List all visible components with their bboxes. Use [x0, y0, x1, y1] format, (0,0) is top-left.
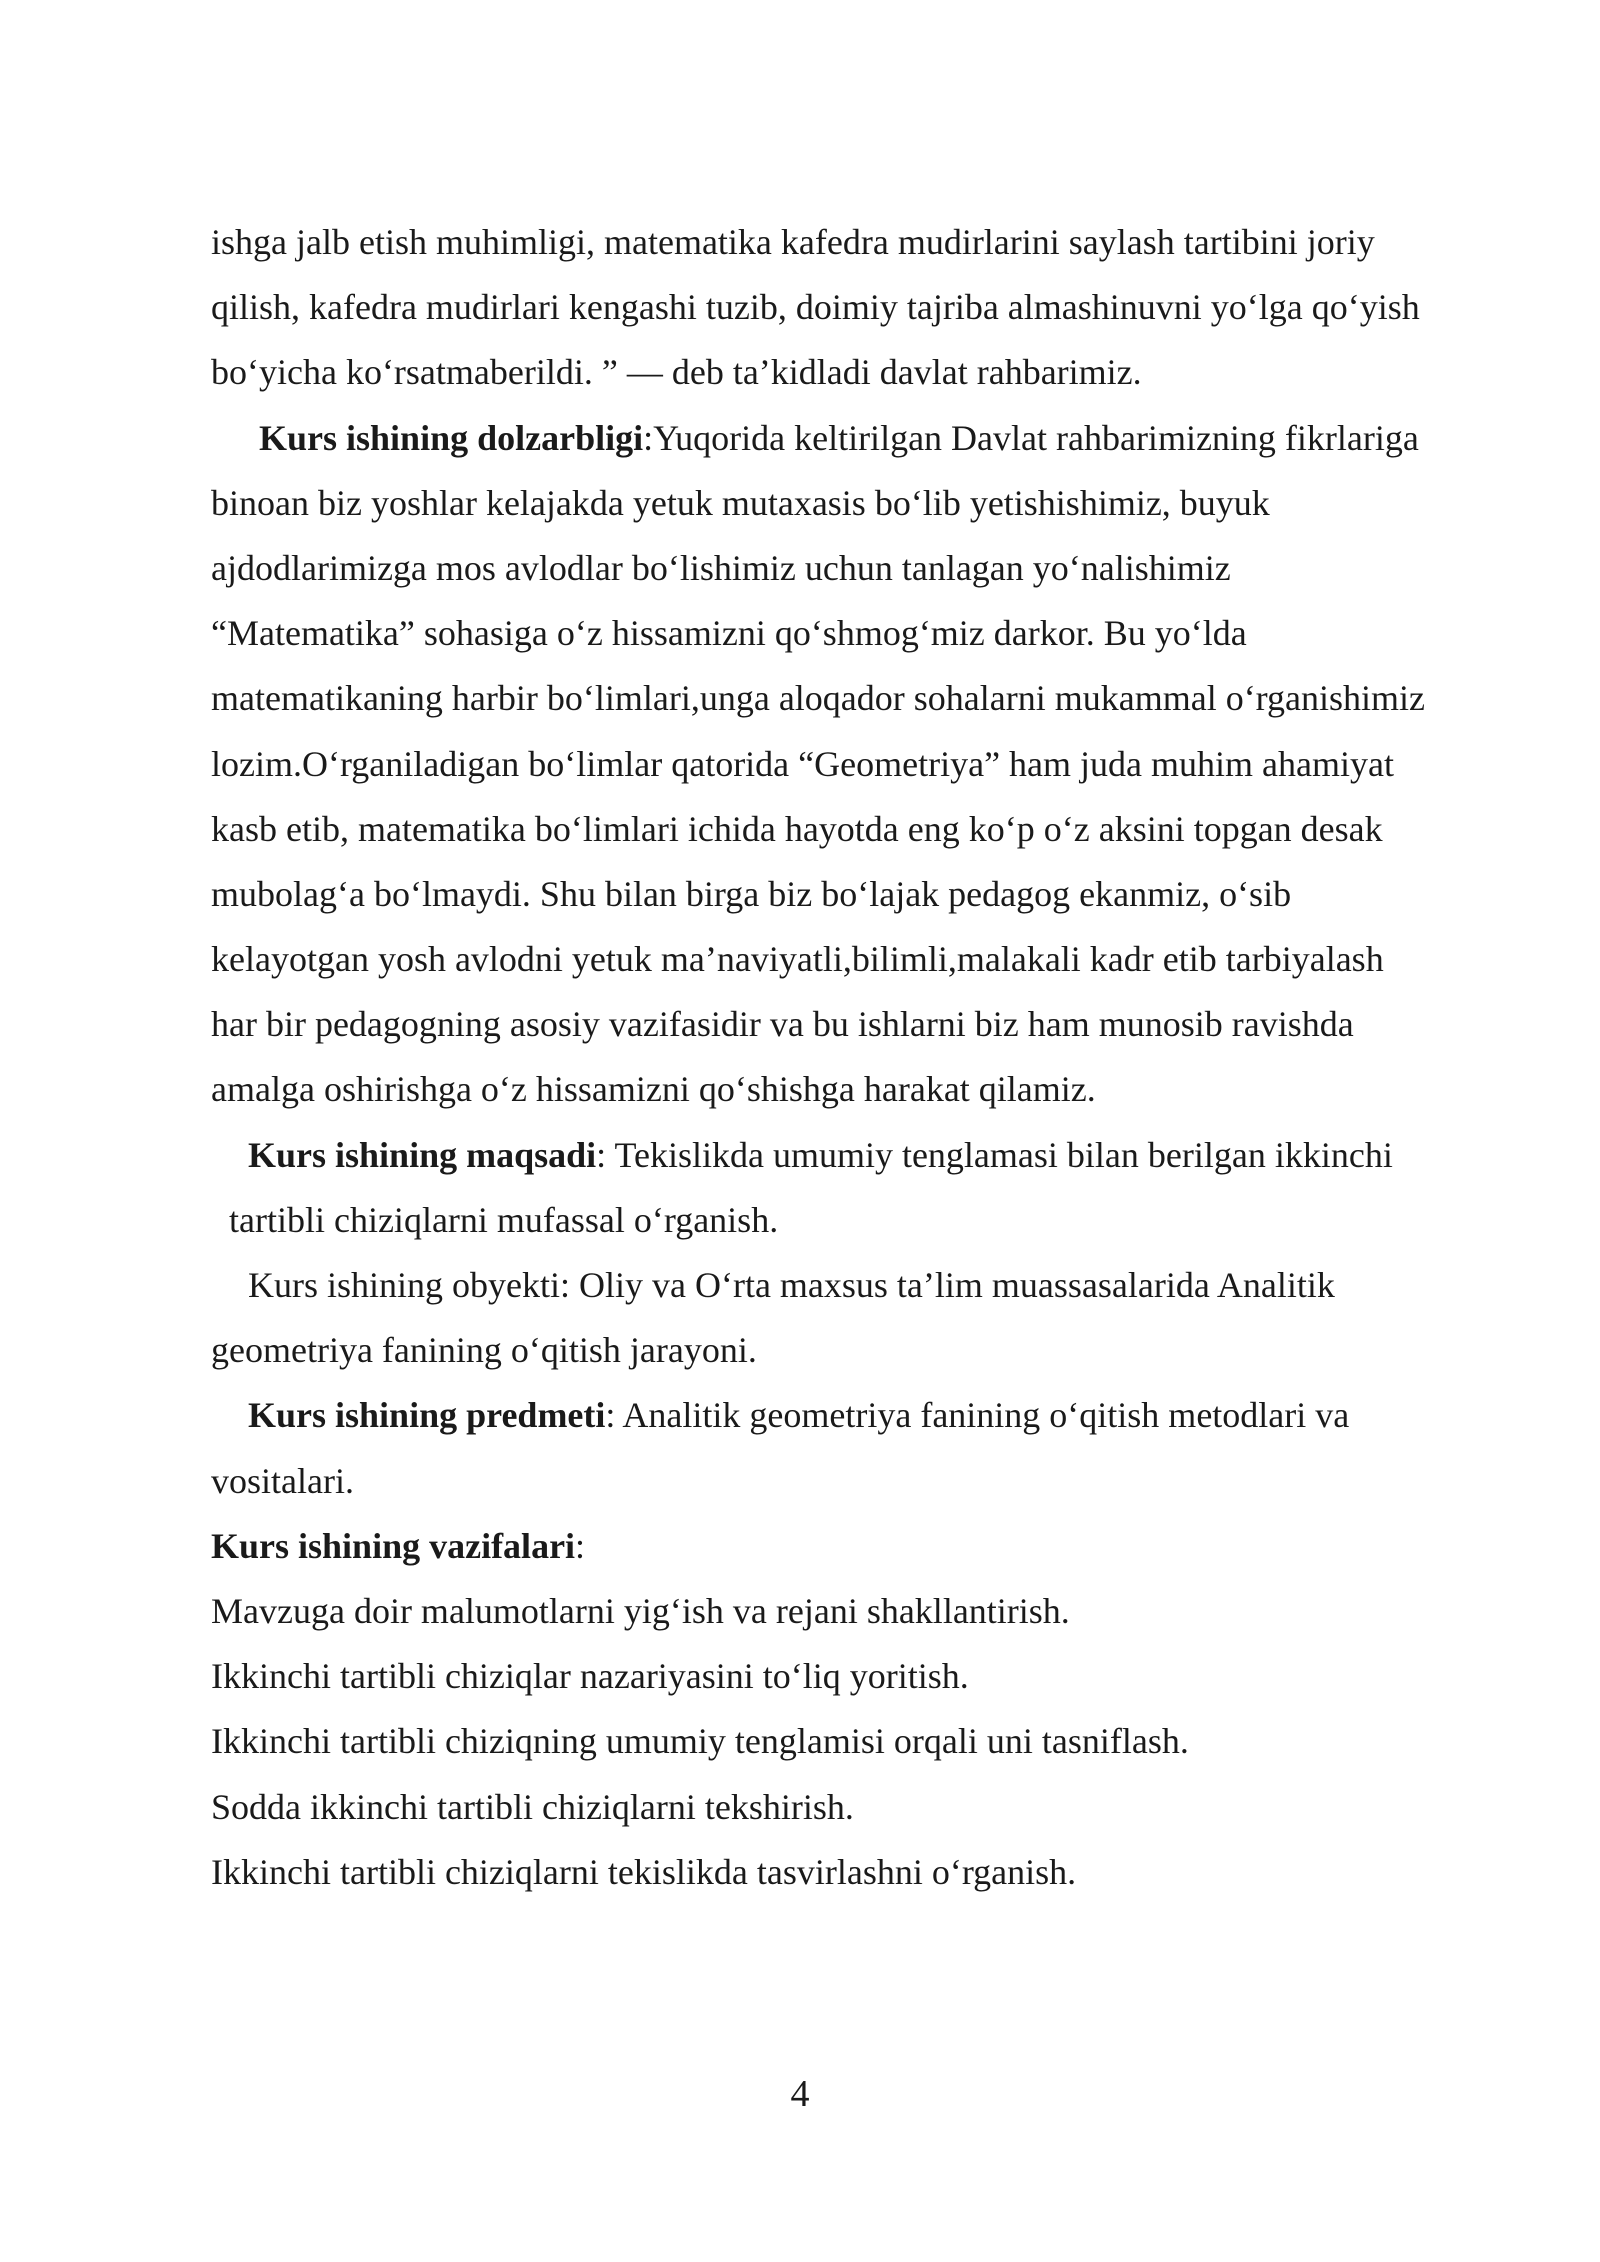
vazifalar-heading-line — [211, 1514, 1511, 1579]
obyekt-line: Kurs ishining obyekti: Oliy va O‘rta maxsus ta’lim muassasalarida Analitik — [248, 1265, 1335, 1305]
paragraph-line: ajdodlarimizga mos avlodlar bo‘lishimiz uchun tanlagan yo‘nalishimiz — [211, 547, 1231, 588]
list-item: Mavzuga doir malumotlarni yig‘ish va rejani shakllantirish. — [211, 1590, 1070, 1631]
paragraph-line: har bir pedagogning asosiy vazifasidir va bu ishlarni biz ham munosib ravishda — [211, 1004, 1354, 1045]
vazifalar-colon: : — [575, 1525, 586, 1566]
paragraph-line: mubolag‘a bo‘lmaydi. Shu bilan birga biz bo‘lajak pedagog ekanmiz, o‘sib — [211, 873, 1292, 914]
dolzarblik-text: :Yuqorida keltirilgan Davlat rahbarimizning fikrlariga — [643, 417, 1419, 458]
list-item: Ikkinchi tartibli chiziqlarni tekislikda tasvirlashni o‘rganish. — [211, 1851, 1077, 1892]
maqsad-heading-line — [211, 1123, 1511, 1188]
predmet-heading-line — [211, 1383, 1511, 1448]
paragraph-line: tartibli chiziqlarni mufassal o‘rganish. — [229, 1199, 779, 1240]
page-number: 4 — [790, 2073, 810, 2115]
dolzarblik-heading-line — [211, 406, 1511, 471]
paragraph-line: kasb etib, matematika bo‘limlari ichida hayotda eng ko‘p o‘z aksini topgan desak — [211, 808, 1383, 849]
paragraph-line: “Matematika” sohasiga o‘z hissamizni qo‘shmog‘miz darkor. Bu yo‘lda — [211, 613, 1247, 654]
maqsad-heading: Kurs ishining maqsadi — [248, 1134, 597, 1175]
vazifalar-heading: Kurs ishining vazifalari — [211, 1525, 576, 1566]
predmet-heading: Kurs ishining predmeti — [248, 1395, 606, 1436]
list-item: Sodda ikkinchi tartibli chiziqlarni tekshirish. — [211, 1786, 854, 1827]
maqsad-text: : Tekislikda umumiy tenglamasi bilan berilgan ikkinchi — [596, 1134, 1393, 1175]
list-item: Ikkinchi tartibli chiziqning umumiy tenglamisi orqali uni tasniflash. — [211, 1721, 1189, 1762]
paragraph-line: ishga jalb etish muhimligi, matematika kafedra mudirlarini saylash tartibini joriy — [211, 222, 1375, 262]
paragraph-line: kelayotgan yosh avlodni yetuk ma’naviyatli,bilimli,malakali kadr etib tarbiyalash — [211, 939, 1384, 980]
paragraph-line: binoan biz yoshlar kelajakda yetuk mutaxasis bo‘lib yetishishimiz, buyuk — [211, 482, 1270, 523]
predmet-text: : Analitik geometriya fanining o‘qitish metodlari va — [605, 1395, 1350, 1436]
paragraph-line: vositalari. — [211, 1460, 354, 1501]
dolzarblik-heading: Kurs ishining dolzarbligi — [259, 417, 644, 458]
body-text — [211, 210, 1511, 1905]
paragraph-line: geometriya fanining o‘qitish jarayoni. — [211, 1330, 757, 1371]
list-item: Ikkinchi tartibli chiziqlar nazariyasini to‘liq yoritish. — [211, 1656, 969, 1697]
paragraph-line: lozim.O‘rganiladigan bo‘limlar qatorida “Geometriya” ham juda muhim ahamiyat — [211, 743, 1394, 784]
paragraph-line: matematikaning harbir bo‘limlari,unga aloqador sohalarni mukammal o‘rganishimiz — [211, 678, 1425, 719]
paragraph-line: amalga oshirishga o‘z hissamizni qo‘shishga harakat qilamiz. — [211, 1069, 1096, 1110]
paragraph-line: bo‘yicha ko‘rsatmaberildi. ” — deb ta’kidladi davlat rahbarimiz. — [211, 352, 1142, 393]
paragraph-line: qilish, kafedra mudirlari kengashi tuzib, doimiy tajriba almashinuvni yo‘lga qo‘yish — [211, 287, 1420, 328]
